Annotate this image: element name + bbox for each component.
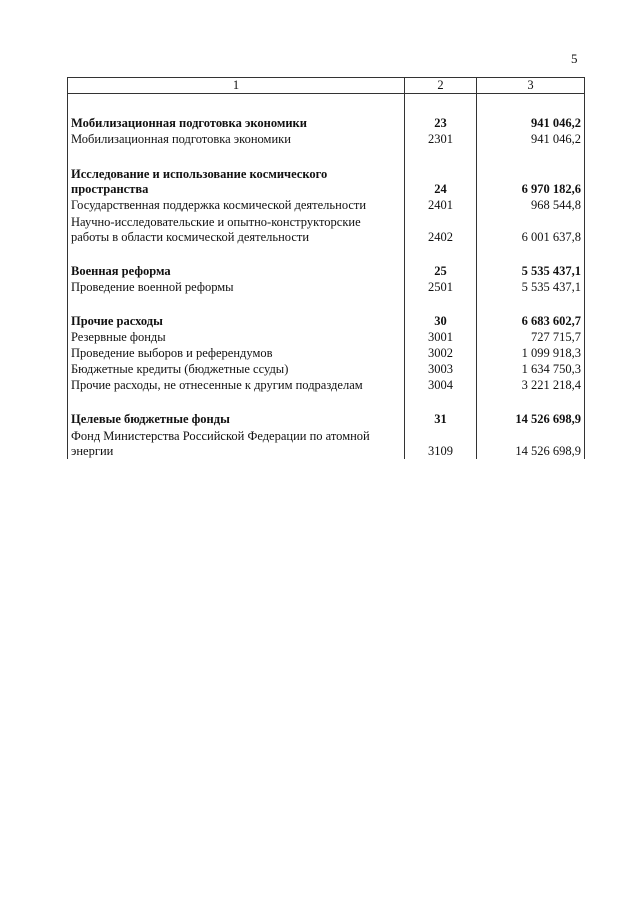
header-col-1: 1: [68, 78, 405, 94]
section-title: Мобилизационная подготовка экономики: [68, 115, 405, 131]
item-code: 3002: [405, 345, 477, 361]
item-code: 2301: [405, 131, 477, 147]
item-amount: 1 099 918,3: [477, 345, 585, 361]
item-code: 2401: [405, 197, 477, 213]
item-row: [68, 131, 585, 147]
section-amount: 941 046,2: [477, 115, 585, 131]
item-code: 3001: [405, 329, 477, 345]
item-code: 3004: [405, 377, 477, 393]
section-row: [68, 313, 585, 329]
item-row: [68, 197, 585, 213]
section-amount: 5 535 437,1: [477, 263, 585, 279]
item-amount: 5 535 437,1: [477, 279, 585, 295]
section-title: Целевые бюджетные фонды: [68, 411, 405, 427]
item-row: [68, 361, 585, 377]
section-row: [68, 263, 585, 279]
item-row: [68, 329, 585, 345]
header-col-3: 3: [477, 78, 585, 94]
item-name: Резервные фонды: [68, 329, 405, 345]
item-code: 2501: [405, 279, 477, 295]
item-row: [68, 377, 585, 393]
header-col-2: 2: [405, 78, 477, 94]
spacer-row: [68, 147, 585, 165]
item-amount: 727 715,7: [477, 329, 585, 345]
section-amount: 6 970 182,6: [477, 165, 585, 197]
spacer-row: [68, 94, 585, 116]
item-amount: 968 544,8: [477, 197, 585, 213]
item-amount: 941 046,2: [477, 131, 585, 147]
item-row: [68, 213, 585, 245]
page-number: 5: [571, 51, 578, 66]
item-name: Мобилизационная подготовка экономики: [68, 131, 405, 147]
section-amount: 14 526 698,9: [477, 411, 585, 427]
item-name: Прочие расходы, не отнесенные к другим подразделам: [68, 377, 405, 393]
section-code: 31: [405, 411, 477, 427]
section-row: [68, 165, 585, 197]
item-code: 3109: [405, 427, 477, 459]
section-title: Исследование и использование космического пространства: [68, 165, 405, 197]
item-name: Научно-исследовательские и опытно-конструкторские работы в области космической деятельности: [68, 213, 405, 245]
budget-table: [67, 77, 585, 459]
item-name: Проведение военной реформы: [68, 279, 405, 295]
item-amount: 14 526 698,9: [477, 427, 585, 459]
item-name: Бюджетные кредиты (бюджетные ссуды): [68, 361, 405, 377]
item-name: Проведение выборов и референдумов: [68, 345, 405, 361]
section-code: 23: [405, 115, 477, 131]
section-code: 30: [405, 313, 477, 329]
item-code: 3003: [405, 361, 477, 377]
spacer-row: [68, 393, 585, 411]
item-name: Фонд Министерства Российской Федерации по атомной энергии: [68, 427, 405, 459]
item-amount: 1 634 750,3: [477, 361, 585, 377]
section-amount: 6 683 602,7: [477, 313, 585, 329]
item-row: [68, 279, 585, 295]
item-amount: 6 001 637,8: [477, 213, 585, 245]
section-row: [68, 115, 585, 131]
section-row: [68, 411, 585, 427]
table-header-row: [68, 78, 585, 94]
spacer-row: [68, 245, 585, 263]
item-name: Государственная поддержка космической деятельности: [68, 197, 405, 213]
item-amount: 3 221 218,4: [477, 377, 585, 393]
item-code: 2402: [405, 213, 477, 245]
spacer-row: [68, 295, 585, 313]
item-row: [68, 345, 585, 361]
section-code: 25: [405, 263, 477, 279]
section-code: 24: [405, 165, 477, 197]
section-title: Прочие расходы: [68, 313, 405, 329]
item-row: [68, 427, 585, 459]
section-title: Военная реформа: [68, 263, 405, 279]
